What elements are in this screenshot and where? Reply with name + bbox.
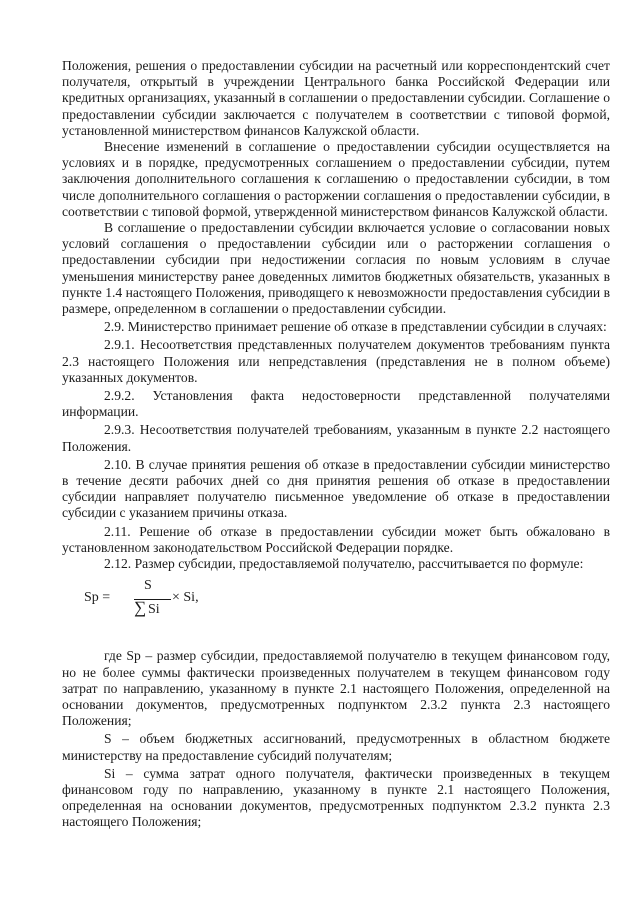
- formula-times-si: × Si,: [172, 590, 199, 606]
- document-page: [62, 58, 610, 831]
- formula-lhs: Sp =: [84, 590, 111, 606]
- clause-2-12: 2.12. Размер субсидии, предоставляемой получателю, рассчитывается по формуле:: [104, 556, 584, 572]
- definition-s: S – объем бюджетных ассигнований, предусмотренных в областном бюджете министерству на предоставление субсидий получателям;: [62, 731, 610, 763]
- paragraph-agreement-condition: В соглашение о предоставлении субсидии включается условие о согласовании новых условий соглашения о предоставлении субсидии или о расторжении соглашения о предоставлении субсидии при недостижении согласия по новым условиям в случае уменьшения министерству ранее доведенных лимитов бюджетных обязательств, указанных в пункте 1.4 настоящего Положения, приводящего к невозможности предоставления субсидии в размере, определенном в соглашении о предоставлении субсидии.: [62, 220, 610, 317]
- clause-2-10: 2.10. В случае принятия решения об отказе в предоставлении субсидии министерство в течение десяти рабочих дней со дня принятия решения об отказе в предоставлении субсидии направляет получателю письменное уведомление об отказе в предоставлении субсидии с указанием причины отказа.: [62, 456, 610, 521]
- clause-2-9-1: 2.9.1. Несоответствия представленных получателем документов требованиям пункта 2.3 настоящего Положения или непредставления (представления не в полном объеме) указанных документов.: [62, 337, 610, 385]
- clause-2-11: 2.11. Решение об отказе в предоставлении субсидии может быть обжаловано в установленном законодательством Российской Федерации порядке.: [62, 523, 610, 555]
- sum-sign: ∑: [134, 598, 147, 618]
- formula-denominator: Si: [148, 602, 160, 618]
- paragraph-continuation: Положения, решения о предоставлении субсидии на расчетный или корреспондентский счет получателя, открытый в учреждении Центрального банка Российской Федерации или кредитных организациях, указанный в соглашении о предоставлении субсидии. Соглашение о предоставлении субсидии заключается с получателем в соответствии с типовой формой, установленной министерством финансов Калужской области.: [62, 58, 610, 138]
- paragraph-amendments: Внесение изменений в соглашение о предоставлении субсидии осуществляется на условиях и в порядке, предусмотренных соглашением о предоставлении субсидии, путем заключения дополнительного соглашения к соглашению о предоставлении субсидии, в том числе дополнительного соглашения о расторжении соглашения о предоставлении субсидии, в соответствии с типовой формой, утвержденной министерством финансов Калужской области.: [62, 139, 610, 219]
- clause-2-9-2: 2.9.2. Установления факта недостоверности представленной получателями информации.: [62, 388, 610, 420]
- definition-si: Si – сумма затрат одного получателя, фактически произведенных в текущем финансовом году по направлению, указанному в пункте 2.1 настоящего Положения, определенная на основании документов, предусмотренных подпунктом 2.3.2 пункта 2.3 настоящего Положения;: [62, 765, 610, 830]
- definition-sp: где Sp – размер субсидии, предоставляемой получателю в текущем финансовом году, но не более суммы фактически произведенных получателем в текущем финансовом году затрат по направлению, указанному в пункте 2.1 настоящего Положения, определенной на основании документов, предусмотренных подпунктом 2.3.2 пункта 2.3 настоящего Положения;: [62, 648, 610, 729]
- clause-2-9-3: 2.9.3. Несоответствия получателей требованиям, указанным в пункте 2.2 настоящего Положения.: [62, 422, 610, 454]
- subsidy-formula: [84, 576, 610, 622]
- clause-2-9: 2.9. Министерство принимает решение об отказе в представлении субсидии в случаях:: [104, 319, 607, 335]
- formula-numerator: S: [144, 578, 152, 594]
